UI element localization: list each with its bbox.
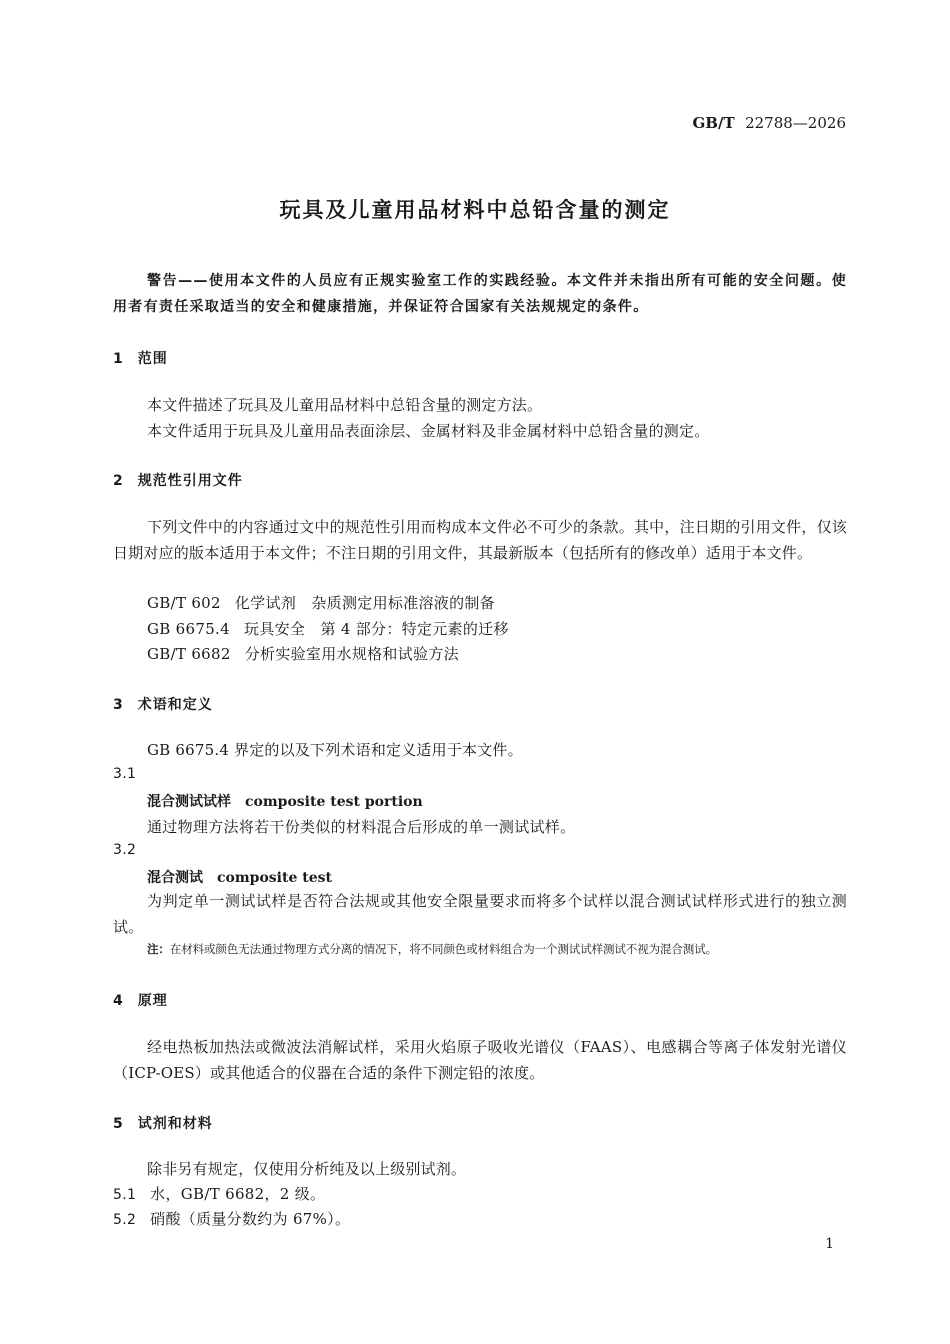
section-4-heading xyxy=(113,990,168,1010)
standard-prefix: GB/T xyxy=(692,114,735,132)
reference-code: GB/T 6682 xyxy=(147,645,231,663)
reference-title: 化学试剂 杂质测定用标准溶液的制备 xyxy=(234,594,495,612)
reagents-intro: 除非另有规定，仅使用分析纯及以上级别试剂。 xyxy=(147,1160,467,1178)
term-note xyxy=(147,941,717,957)
term-english: composite test xyxy=(217,870,332,886)
page-number: 1 xyxy=(825,1236,834,1252)
section-5-heading xyxy=(113,1113,213,1133)
term-number: 3.1 xyxy=(113,766,137,782)
reagent-number: 5.2 xyxy=(113,1212,137,1228)
section-title: 规范性引用文件 xyxy=(137,473,243,489)
normative-references-intro: 下列文件中的内容通过文中的规范性引用而构成本文件必不可少的条款。其中，注日期的引用文件，仅该日期对应的版本适用于本文件；不注日期的引用文件，其最新版本（包括所有的修改单）适用于本文件。 xyxy=(113,518,847,562)
reference-item xyxy=(147,618,509,639)
term-entry xyxy=(147,867,332,887)
section-3-heading xyxy=(113,694,213,714)
section-number: 5 xyxy=(113,1116,124,1132)
section-title: 范围 xyxy=(137,351,168,367)
scope-paragraph-1: 本文件描述了玩具及儿童用品材料中总铅含量的测定方法。 xyxy=(147,396,543,414)
note-text: 在材料或颜色无法通过物理方式分离的情况下，将不同颜色或材料组合为一个测试试样测试不视为混合测试。 xyxy=(169,942,718,956)
section-title: 原理 xyxy=(137,993,168,1009)
section-title: 术语和定义 xyxy=(137,697,213,713)
term-chinese: 混合测试 xyxy=(147,870,203,886)
reagent-number: 5.1 xyxy=(113,1187,137,1203)
reference-title: 玩具安全 第 4 部分：特定元素的迁移 xyxy=(243,620,509,638)
reference-code: GB/T 602 xyxy=(147,594,221,612)
reagent-item xyxy=(113,1208,350,1229)
term-definition: 通过物理方法将若干份类似的材料混合后形成的单一测试试样。 xyxy=(147,818,576,836)
document-title: 玩具及儿童用品材料中总铅含量的测定 xyxy=(279,198,671,222)
principle-paragraph: 经电热板加热法或微波法消解试样，采用火焰原子吸收光谱仪（FAAS）、电感耦合等离子体发射光谱仪（ICP-OES）或其他适合的仪器在合适的条件下测定铅的浓度。 xyxy=(113,1038,847,1082)
section-number: 2 xyxy=(113,473,124,489)
warning-paragraph: 警告——使用本文件的人员应有正规实验室工作的实践经验。本文件并未指出所有可能的安全问题。使用者有责任采取适当的安全和健康措施，并保证符合国家有关法规规定的条件。 xyxy=(113,273,847,315)
reference-code: GB 6675.4 xyxy=(147,620,230,638)
section-title: 试剂和材料 xyxy=(137,1116,213,1132)
standard-number xyxy=(693,114,847,132)
section-2-heading xyxy=(113,470,243,490)
term-number: 3.2 xyxy=(113,842,137,858)
term-definition: 为判定单一测试试样是否符合法规或其他安全限量要求而将多个试样以混合测试试样形式进行的独立测试。 xyxy=(113,892,847,936)
section-number: 1 xyxy=(113,351,124,367)
terms-intro: GB 6675.4 界定的以及下列术语和定义适用于本文件。 xyxy=(147,741,523,759)
scope-paragraph-2: 本文件适用于玩具及儿童用品表面涂层、金属材料及非金属材料中总铅含量的测定。 xyxy=(147,422,710,440)
section-1-heading xyxy=(113,348,168,368)
standard-code: 22788—2026 xyxy=(745,114,846,132)
reagent-item xyxy=(113,1183,325,1204)
term-english: composite test portion xyxy=(245,794,423,810)
reagent-text: 水，GB/T 6682，2 级。 xyxy=(150,1185,326,1203)
reagent-text: 硝酸（质量分数约为 67%）。 xyxy=(150,1210,351,1228)
reference-item xyxy=(147,592,495,613)
term-chinese: 混合测试试样 xyxy=(147,794,231,810)
reference-item xyxy=(147,643,459,664)
note-label: 注： xyxy=(147,942,170,956)
section-number: 3 xyxy=(113,697,124,713)
section-number: 4 xyxy=(113,993,124,1009)
reference-title: 分析实验室用水规格和试验方法 xyxy=(244,645,459,663)
term-entry xyxy=(147,791,423,811)
